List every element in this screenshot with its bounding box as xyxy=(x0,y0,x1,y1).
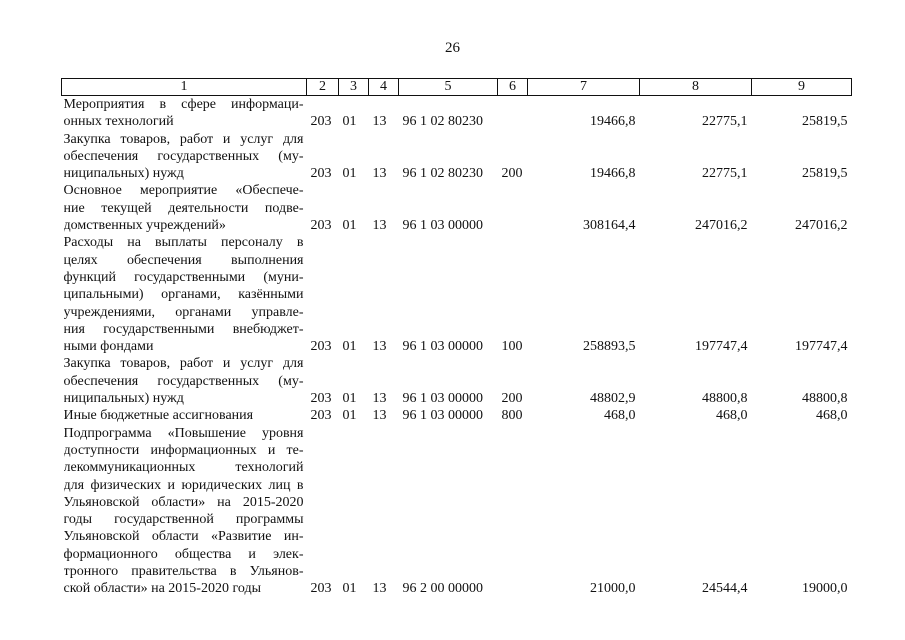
row-name-line: ской области» на 2015-2020 годы xyxy=(63,581,261,597)
row-name-line: функций государственными (муни- xyxy=(63,269,304,285)
row-name-line: ния государственными внебюджет- xyxy=(63,321,304,337)
cell-amount-2020: 25819,5 xyxy=(802,114,848,130)
table-row xyxy=(62,234,852,355)
row-name-line: ние текущей деятельности подве- xyxy=(63,200,304,216)
column-header: 1 xyxy=(62,79,307,96)
row-name-line: годы государственной программы xyxy=(63,512,304,528)
cell-expense-type: 200 xyxy=(501,391,523,407)
row-name-line: ниципальных) нужд xyxy=(63,166,184,182)
cell-section: 01 xyxy=(342,581,357,597)
row-name-line: для физических и юридических лиц в xyxy=(63,477,304,493)
cell-target-article: 96 1 03 00000 xyxy=(402,391,483,407)
budget-table xyxy=(61,78,852,598)
cell-section: 01 xyxy=(342,218,357,234)
row-name-line: Ульяновской области» на 2015-2020 xyxy=(63,494,304,510)
cell-admin-code: 203 xyxy=(310,408,332,424)
cell-amount-2020: 247016,2 xyxy=(795,218,848,234)
cell-amount-2019: 247016,2 xyxy=(695,218,748,234)
cell-amount-2020: 25819,5 xyxy=(802,166,848,182)
column-header: 8 xyxy=(640,79,752,96)
cell-section: 01 xyxy=(342,166,357,182)
cell-amount-2019: 197747,4 xyxy=(695,339,748,355)
cell-subsection: 13 xyxy=(372,581,387,597)
cell-amount-2018: 468,0 xyxy=(604,408,636,424)
cell-expense-type xyxy=(498,182,528,234)
row-name-line: обеспечения государственных (му- xyxy=(63,148,304,164)
cell-amount-2020: 468,0 xyxy=(816,408,848,424)
row-name-line: ными фондами xyxy=(63,339,154,355)
row-name-line: Подпрограмма «Повышение уровня xyxy=(63,425,304,441)
row-name-line: ципальными) органами, казёнными xyxy=(63,287,304,303)
cell-expense-type xyxy=(498,425,528,598)
cell-amount-2018: 19466,8 xyxy=(590,114,636,130)
cell-expense-type: 800 xyxy=(501,408,523,424)
cell-amount-2019: 22775,1 xyxy=(702,114,748,130)
row-name-line: Иные бюджетные ассигнования xyxy=(63,408,254,424)
cell-target-article: 96 1 03 00000 xyxy=(402,218,483,234)
column-header: 7 xyxy=(528,79,640,96)
table-row xyxy=(62,407,852,424)
cell-amount-2020: 48800,8 xyxy=(802,391,848,407)
cell-target-article: 96 1 02 80230 xyxy=(402,114,483,130)
row-name xyxy=(62,96,307,131)
row-name-line: доступности информационных и те- xyxy=(63,442,304,458)
cell-section: 01 xyxy=(342,408,357,424)
cell-admin-code: 203 xyxy=(310,218,332,234)
cell-amount-2020: 19000,0 xyxy=(802,581,848,597)
row-name-line: Закупка товаров, работ и услуг для xyxy=(63,356,304,372)
row-name-line: учреждениями, органами управле- xyxy=(63,304,304,320)
cell-amount-2018: 48802,9 xyxy=(590,391,636,407)
row-name xyxy=(62,355,307,407)
table-body xyxy=(62,96,852,598)
cell-subsection: 13 xyxy=(372,166,387,182)
cell-subsection: 13 xyxy=(372,339,387,355)
row-name xyxy=(62,234,307,355)
row-name-line: домственных учреждений» xyxy=(63,218,226,234)
row-name-line: Мероприятия в сфере информаци- xyxy=(63,97,304,112)
table-row xyxy=(62,96,852,131)
cell-amount-2018: 21000,0 xyxy=(590,581,636,597)
cell-expense-type: 200 xyxy=(501,166,523,182)
column-header: 5 xyxy=(399,79,498,96)
row-name xyxy=(62,425,307,598)
cell-amount-2018: 258893,5 xyxy=(583,339,636,355)
column-header: 4 xyxy=(369,79,399,96)
row-name-line: целях обеспечения выполнения xyxy=(63,252,304,268)
row-name-line: Закупка товаров, работ и услуг для xyxy=(63,131,304,147)
row-name xyxy=(62,407,307,424)
cell-amount-2018: 308164,4 xyxy=(583,218,636,234)
cell-section: 01 xyxy=(342,391,357,407)
column-header: 2 xyxy=(307,79,339,96)
cell-target-article: 96 2 00 00000 xyxy=(402,581,483,597)
column-header: 6 xyxy=(498,79,528,96)
row-name-line: обеспечения государственных (му- xyxy=(63,373,304,389)
cell-amount-2019: 468,0 xyxy=(716,408,748,424)
table-row xyxy=(62,355,852,407)
column-header: 9 xyxy=(752,79,852,96)
table-row xyxy=(62,131,852,183)
cell-admin-code: 203 xyxy=(310,166,332,182)
row-name-line: лекоммуникационных технологий xyxy=(63,460,304,476)
cell-target-article: 96 1 03 00000 xyxy=(402,408,483,424)
row-name xyxy=(62,182,307,234)
cell-section: 01 xyxy=(342,114,357,130)
row-name-line: Расходы на выплаты персоналу в xyxy=(63,235,304,251)
cell-subsection: 13 xyxy=(372,218,387,234)
cell-target-article: 96 1 02 80230 xyxy=(402,166,483,182)
row-name-line: Ульяновской области «Развитие ин- xyxy=(63,529,304,545)
column-header: 3 xyxy=(339,79,369,96)
row-name-line: формационного общества и элек- xyxy=(63,546,304,562)
row-name-line: ниципальных) нужд xyxy=(63,391,184,407)
row-name xyxy=(62,131,307,183)
cell-subsection: 13 xyxy=(372,408,387,424)
cell-section: 01 xyxy=(342,339,357,355)
cell-subsection: 13 xyxy=(372,114,387,130)
row-name-line: Основное мероприятие «Обеспече- xyxy=(63,183,304,199)
cell-amount-2020: 197747,4 xyxy=(795,339,848,355)
cell-amount-2019: 22775,1 xyxy=(702,166,748,182)
row-name-line: тронного правительства в Ульянов- xyxy=(63,564,304,580)
cell-admin-code: 203 xyxy=(310,339,332,355)
cell-expense-type: 100 xyxy=(501,339,523,355)
cell-subsection: 13 xyxy=(372,391,387,407)
cell-admin-code: 203 xyxy=(310,581,332,597)
cell-amount-2018: 19466,8 xyxy=(590,166,636,182)
cell-amount-2019: 24544,4 xyxy=(702,581,748,597)
cell-expense-type xyxy=(498,96,528,131)
table-row xyxy=(62,425,852,598)
cell-admin-code: 203 xyxy=(310,391,332,407)
cell-target-article: 96 1 03 00000 xyxy=(402,339,483,355)
cell-amount-2019: 48800,8 xyxy=(702,391,748,407)
table-header xyxy=(62,79,852,96)
table-row xyxy=(62,182,852,234)
page-number: 26 xyxy=(445,40,460,56)
row-name-line: онных технологий xyxy=(63,114,174,130)
cell-admin-code: 203 xyxy=(310,114,332,130)
